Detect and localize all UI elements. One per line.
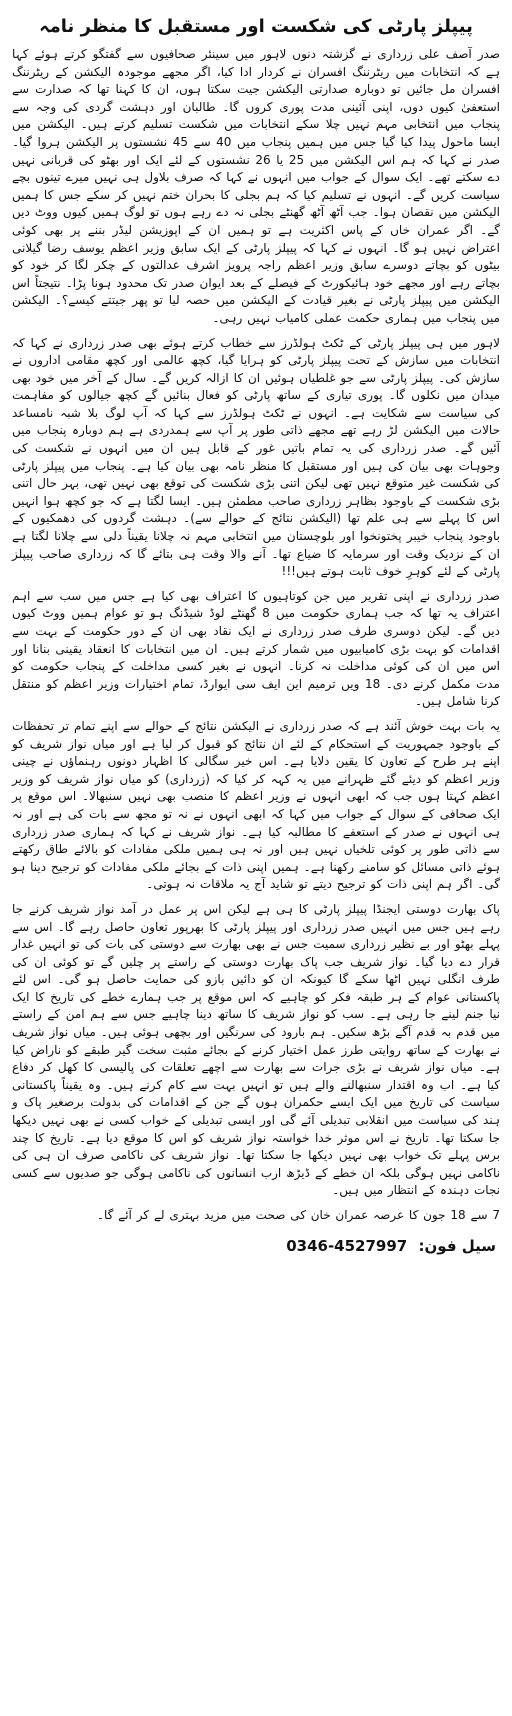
article-paragraph: صدر زرداری نے اپنی تقریر میں جن کوتاہیوں کا اعتراف بھی کیا ہے جس میں سب سے اہم اعتراف یہ تھا کہ جب ہماری حکومت میں 8 گھنٹے لوڈ شیڈنگ ہو تو عوام ہمیں ووٹ کیوں دیں گے۔ لیکن دوسری طرف صدر زرداری نے ایک نقاد بھی ان کے دور حکومت کے بہت سے اقدامات کو بہت بڑی کامیابیوں میں شمار کرتے ہیں۔ ان میں انتخابات کا انعقاد یقینی بنانا اور اس میں ان کی کوئی مداخلت نہ کرنا۔ انہوں نے بغیر کسی مداخلت کے پنجاب حکومت کو مدت مکمل کرنے دی۔ 18 ویں ترمیم این ایف سی ایوارڈ، تمام اختیارات وزیر اعظم کو منتقل کرنا شامل ہیں۔ (12, 588, 501, 709)
article-paragraph: لاہور میں ہی پیپلز پارٹی کے ٹکٹ ہولڈرز سے خطاب کرتے ہوئے بھی صدر زرداری نے کہا کہ انتخابات میں سازش کے تحت پیپلز پارٹی کو ہرایا گیا، کچھ عالمی اور کچھ مقامی اداروں نے سازش کی۔ پیپلز پارٹی سے جو غلطیاں ہوئیں ان کا ازالہ کریں گے۔ سال کے آخر میں خود بھی میدان میں نکلوں گا۔ پوری تیاری کے ساتھ پارٹی کو فعال بنائیں گے کچھ جیالوں کو مفاہمت کی سیاست سے شکایت ہے۔ انہوں نے ٹکٹ ہولڈرز سے کہا کہ آپ لوگ بلا شبہ نامساعد حالات میں الیکشن لڑ رہے تھے مجھے ذاتی طور پر آپ سے ہمدردی ہے ہم دوبارہ پنجاب میں آئیں گے۔ صدر زرداری کی یہ تمام باتیں غور کے قابل ہیں ان میں انہوں نے شکست کی وجوہات بھی بیان کی ہیں اور مستقبل کا منظر نامہ بھی بیان کیا ہے۔ پنجاب میں پیپلز پارٹی کی شکست غیر متوقع نہیں تھی لیکن اتنی بڑی شکست کی توقع بھی نہیں تھی، بہر حال اتنی بڑی شکست کے باوجود بظاہر زرداری صاحب مطمئن ہیں۔ ایسا لگتا ہے کہ جو کچھ ہوا انہیں اس کا پہلے سے ہی علم تھا (الیکشن نتائج کے حوالے سے)۔ دہشت گردوں کی دھمکیوں کے باوجود پنجاب خیبر پختونخوا اور بلوچستان میں انتخابی مہم نہ چلانا یقیناً دلی سے چلانا لگتا ہے ان کے نزدیک وقت اور سرمایہ کا ضیاع تھا۔ آنے والا وقت ہی بتائے گا کہ زرداری صاحب پیپلز پارٹی کے لئے کوہرِ خوف ثابت ہوتے ہیں!!! (12, 335, 500, 579)
author-contact (12, 1235, 500, 1257)
contact-phone: 0346-4527997 (286, 1236, 408, 1255)
article-paragraph: 7 سے 18 جون کا عرصہ عمران خان کی صحت میں مزید بہتری لے کر آئے گا۔ (96, 1208, 500, 1222)
contact-label: سیل فون: (418, 1236, 496, 1255)
article-paragraph: یہ بات بہت خوش آئند ہے کہ صدر زرداری نے الیکشن نتائج کے حوالے سے اپنے تمام تر تحفظات کے باوجود جمہوریت کے استحکام کے لئے ان نتائج کو قبول کر لیا ہے اور میاں نواز شریف کو اپنے ہر طرح کے تعاون کا یقین دلایا ہے۔ اس خیر سگالی کا اظہار دونوں رہنماؤں نے چینی وزیر اعظم کو دیئے گئے ظہرانے میں یہ کہہ کر کیا کہ (زرداری) کو میاں نواز شریف کو وزیر اعظم کہتا ہوں جب کہ ابھی انہوں نے وزیر اعظم کا منصب بھی نہیں سنبھالا۔ اس موقع پر ایک صحافی کے سوال کے جواب میں کہا کہ ابھی انہوں نے نہ تو مجھ سے بات کی ہے اور نہ ہی انہوں نے صدر کے استعفے کا مطالبہ کیا ہے۔ نواز شریف نے کہا کہ ہماری صدر زرداری سے ذاتی طور پر کوئی تلخیاں نہیں ہیں اور نہ ہی ہمیں ملکی مفادات کو بالائے طاق رکھتے ہوئے ذاتی مسائل کو سامنے رکھنا ہے۔ ہمیں اپنی ذات کے بجائے ملکی مفادات کو ترجیح دینا ہو گی۔ اگر ہم اپنی ذات کو ترجیح دیتے تو شاید آج یہ ملاقات نہ ہوتی۔ (12, 718, 500, 892)
article-headline: پیپلز پارٹی کی شکست اور مستقبل کا منظر نامہ (39, 16, 473, 37)
article-paragraph: صدر آصف علی زرداری نے گزشتہ دنوں لاہور میں سینئر صحافیوں سے گفتگو کرتے ہوئے کہا ہے کہ انتخابات میں ریٹرننگ افسران نے کردار ادا کیا، اگر مجھے موجودہ الیکشن کے ریٹرننگ افسران مل جائیں تو دوبارہ صدارتی الیکشن جیت سکتا ہوں، ان کا کہنا تھا کہ صدارت سے استعفیٰ کیوں دوں، اپنی آئینی مدت پوری کروں گا۔ طالبان اور دہشت گردی کی وجہ سے پنجاب میں انتخابی مہم نہیں چلا سکے انتخابات میں شکست تسلیم کرتے ہیں۔ الیکشن میں ایسا ماحول پیدا کیا گیا جس میں ہمیں پنجاب میں 40 سے 45 نشستوں پر الیکشن ہروا گیا۔ صدر نے کہا کہ ہم اس الیکشن میں 25 یا 26 نشستوں کے لئے ایک اور بھٹو کی قربانی نہیں دے سکتے تھے۔ ایک سوال کے جواب میں انہوں نے کہا کہ صرف بلاول ہی نہیں میرے تینوں بچے سیاست کریں گے۔ انہوں نے تسلیم کیا کہ ہم بجلی کا بحران ختم نہیں کر سکے جس کا ہمیں الیکشن میں نقصان ہوا۔ جب آٹھ آٹھ گھنٹے بجلی نہ دے رہے ہوں تو لوگ ہمیں کیوں ووٹ دیں گے۔ اگر عمران خاں کے پاس اکثریت ہے تو ہمیں ان کے اپوزیشن لیڈر بننے پر بھی کوئی اعتراض نہیں ہو گا۔ انہوں نے کہا کہ پیپلز پارٹی کے ایک سابق وزیر اعظم یوسف رضا گیلانی بیٹوں کو بچاتے دوسرے سابق وزیر اعظم راجہ پرویز اشرف عدالتوں کے چکر لگا کر خود کو بچاتے رہے اور مجھے خود ہائیکورٹ کے فیصلے کے بعد ایوان صدر تک محدود ہونا پڑا۔ نتیجتاً اس الیکشن میں پیپلز پارٹی نے بغیر قیادت کے الیکشن میں حصہ لیا تو پھر جیتتے کیسے؟۔ الیکشن میں پنجاب میں ہماری حکمت عملی کامیاب نہیں رہی۔ (12, 47, 501, 325)
article-paragraph: پاک بھارت دوستی ایجنڈا پیپلز پارٹی کا ہی ہے لیکن اس پر عمل در آمد نواز شریف کرنے جا رہے ہیں جس میں انہیں صدر زرداری اور پیپلز پارٹی کا بھرپور تعاون حاصل رہے گا۔ اس سے پہلے بھٹو اور بے نظیر زرداری سمیت جس نے بھی بھارت سے دوستی کی بات کی تو انہیں غدار قرار دے دیا گیا۔ نواز شریف جب پاک بھارت دوستی کے راستے پر چلیں گے تو کوئی ان کی طرف انگلی نہیں اٹھا سکے گا کیونکہ ان کو دائیں بازو کی حمایت حاصل ہو گی۔ اس لئے پاکستانی عوام کے ہر طبقہ فکر کو چاہیے کہ اس موقع پر جب ہمارے خطے کی تاریخ کا ایک نیا جنم لینے جا رہی ہے۔ سب کو نواز شریف کا ساتھ دینا چاہیے جس سے ہم امن کے راستے میں قدم بہ قدم آگے بڑھ سکیں۔ ہم بارود کی سرنگیں اور بچھی ہوئی ہیں۔ میاں نواز شریف نے بھارت کے ساتھ روایتی طرز عمل اختیار کرنے کے بجائے مثبت سخت گیر طبقے کو ناراض کیا ہے۔ میاں نواز شریف نے بڑی جرات سے بھارت سے اچھے تعلقات کی پالیسی کا کھل کر دفاع کیا ہے۔ اب وہ اقتدار سنبھالنے والے ہیں تو انہیں بہت سے کام کرنے ہیں۔ وہ یقیناً پاکستانی سیاست کی تاریخ میں ایک ایسے حکمران ہوں گے جن کے اقدامات کی بدولت برصغیر پاک و ہند کی سیاست میں انقلابی تبدیلی آئے گی اور ایسی تبدیلی کے خواب کسی نے بھی نہیں دیکھا جا سکتا تھا۔ تاریخ نے اس موثر خدا خواستہ نواز شریف کو اس کا موقع دیا ہے۔ تاریخ کا چند برس پہلے تک خواب بھی نہیں دیکھا جا سکتا تھا۔ نواز شریف کی ناکامی صرف ان ہی کی ناکامی نہیں ہوگی بلکہ ان خطے کے ڈیڑھ ارب انسانوں کی ناکامی ہوگی جو صدیوں سے کسی نجات دہندہ کے انتظار میں ہیں۔ (12, 901, 500, 1198)
